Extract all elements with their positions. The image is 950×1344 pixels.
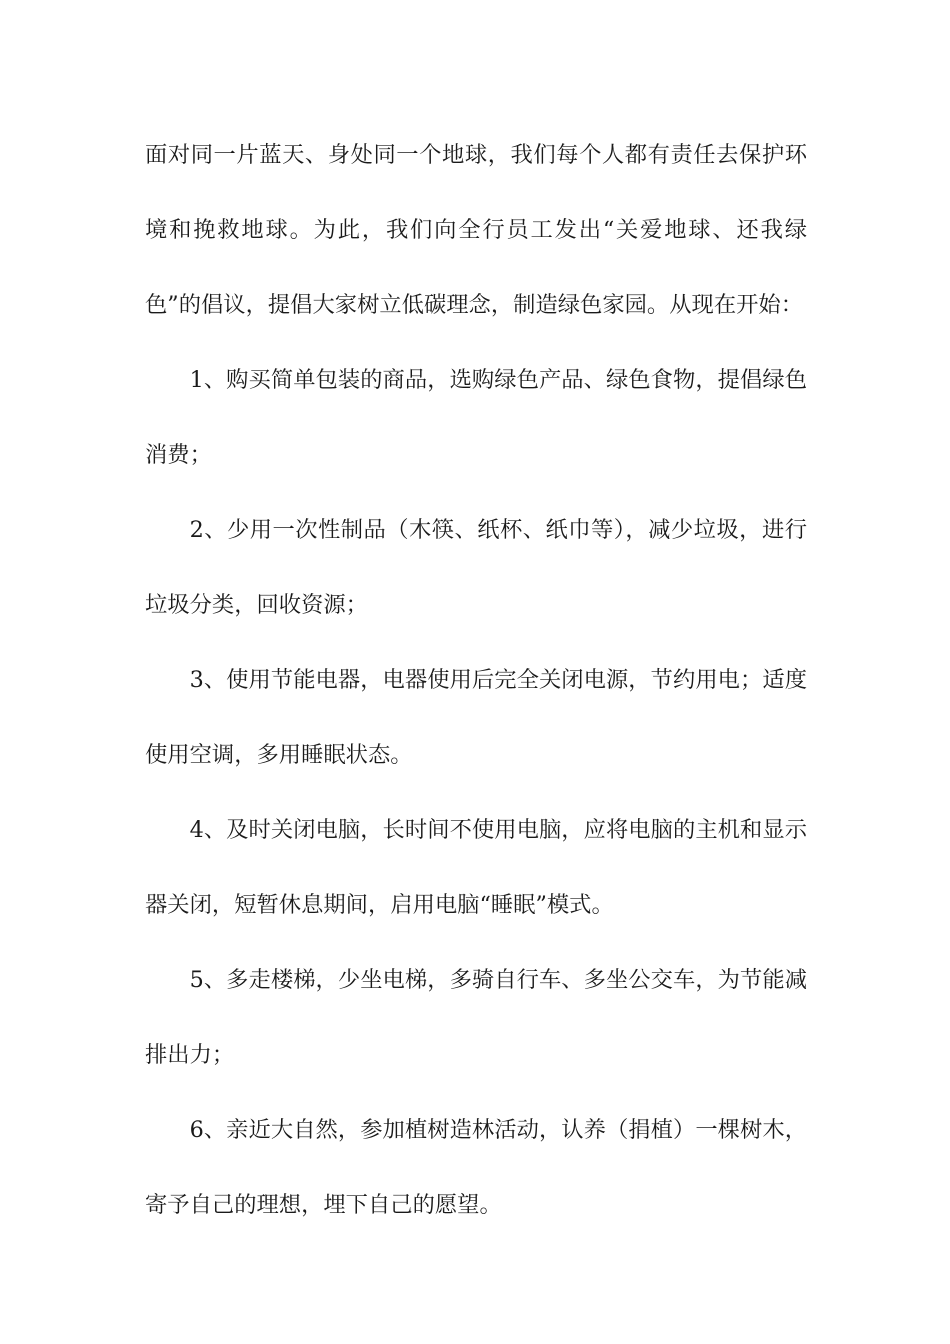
proposal-item-1: 1、购买简单包装的商品，选购绿色产品、绿色食物，提倡绿色消费；: [145, 367, 807, 468]
intro-paragraph: 面对同一片蓝天、身处同一个地球，我们每个人都有责任去保护环境和挽救地球。为此，我们向全行员工发出“关爱地球、还我绿色”的倡议，提倡大家树立低碳理念，制造绿色家园。从现在开始：: [145, 142, 807, 318]
proposal-item-6: 6、亲近大自然，参加植树造林活动，认养（捐植）一棵树木，寄予自己的理想，埋下自己的愿望。: [145, 1117, 807, 1218]
proposal-item-5: 5、多走楼梯，少坐电梯，多骑自行车、多坐公交车，为节能减排出力；: [145, 967, 807, 1068]
proposal-item-2: 2、少用一次性制品（木筷、纸杯、纸巾等），减少垃圾，进行垃圾分类，回收资源；: [145, 517, 807, 618]
proposal-item-4: 4、及时关闭电脑，长时间不使用电脑，应将电脑的主机和显示器关闭，短暂休息期间，启用电脑“睡眠”模式。: [145, 817, 807, 918]
document-body: [145, 118, 807, 1243]
proposal-item-3: 3、使用节能电器，电器使用后完全关闭电源，节约用电；适度使用空调，多用睡眠状态。: [145, 667, 807, 768]
